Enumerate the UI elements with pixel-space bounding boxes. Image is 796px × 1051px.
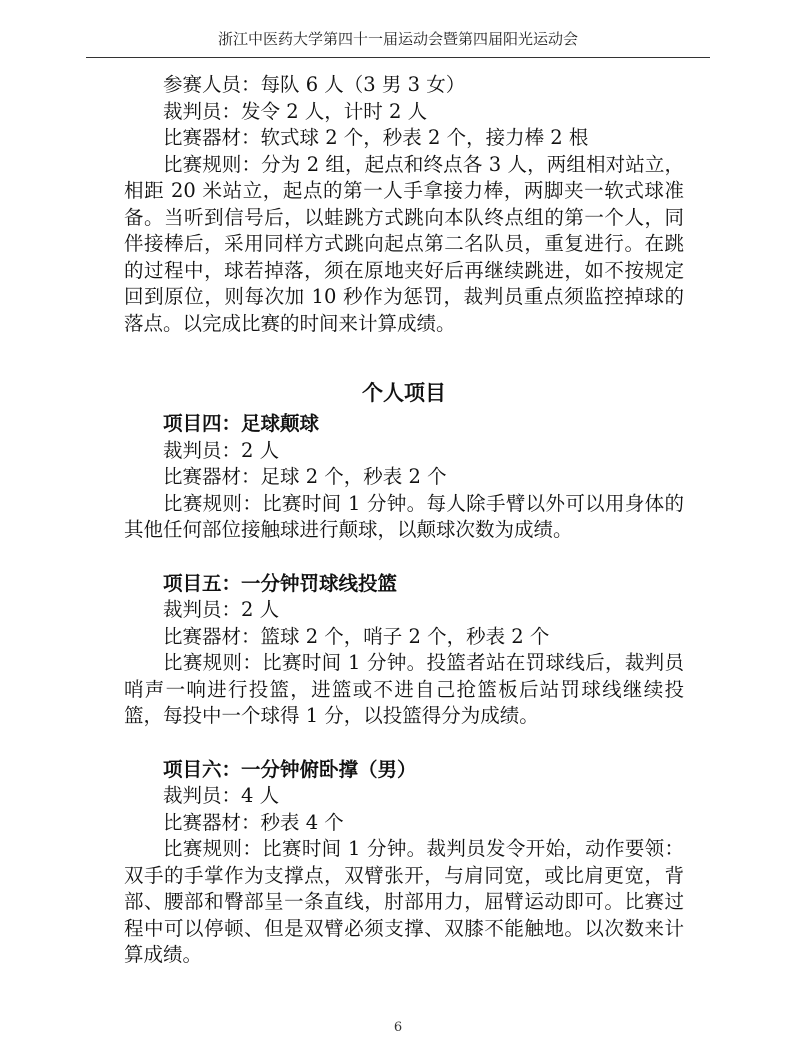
item6-referees: 裁判员：4 人 [163,784,280,807]
page-header: 浙江中医药大学第四十一届运动会暨第四届阳光运动会 [217,30,578,48]
item5-rules: 比赛规则：比赛时间 1 分钟。投篮者站在罚球线后，裁判员哨声一响进行投篮，进篮或不进自己抢篮板后站罚球线继续投篮，每投中一个球得 1 分，以投篮得分为成绩。 [124,651,684,727]
team-participants: 参赛人员：每队 6 人（3 男 3 女） [163,73,466,96]
spacer [124,544,684,571]
team-equipment: 比赛器材：软式球 2 个，秒表 2 个，接力棒 2 根 [163,126,589,149]
item5-equipment: 比赛器材：篮球 2 个，哨子 2 个，秒表 2 个 [163,624,550,648]
item5-title: 项目五：一分钟罚球线投篮 [163,571,398,595]
page-number: 6 [393,1020,403,1035]
section-title-individual: 个人项目 [362,381,446,405]
team-rules: 比赛规则：分为 2 组，起点和终点各 3 人，两组相对站立，相距 20 米站立，起点的第一人手拿接力棒，两脚夹一软式球准备。当听到信号后，以蛙跳方式跳向本队终点组的第一个人，同伴接棒后，采用同样方式跳向起点第二名队员，重复进行。在跳的过程中，球若掉落，须在原地夹好后再继续跳进，如不按规定回到原位，则每次加 10 秒作为惩罚，裁判员重点须监控掉球的落点。以完成比赛的时间来计算成绩。 [124,152,684,335]
document-body [124,72,684,969]
team-referees: 裁判员：发令 2 人，计时 2 人 [163,99,428,123]
item6-rules: 比赛规则：比赛时间 1 分钟。裁判员发令开始，动作要领：双手的手掌作为支撑点，双臂张开，与肩同宽，或比肩更宽，背部、腰部和臀部呈一条直线，肘部用力，屈臂运动即可。比赛过程中可以停顿、但是双臂必须支撑、双膝不能触地。以次数来计算成绩。 [124,837,684,966]
item6-title: 项目六：一分钟俯卧撑（男） [163,757,417,781]
item4-rules: 比赛规则：比赛时间 1 分钟。每人除手臂以外可以用身体的其他任何部位接触球进行颠球，以颠球次数为成绩。 [124,491,684,541]
item6-equipment: 比赛器材：秒表 4 个 [163,810,344,834]
item4-equipment: 比赛器材：足球 2 个，秒表 2 个 [163,465,447,488]
item4-title: 项目四：足球颠球 [163,412,320,435]
item5-referees: 裁判员：2 人 [163,598,280,621]
item4-referees: 裁判员：2 人 [163,438,280,462]
spacer [124,730,684,757]
header-divider [86,57,710,58]
